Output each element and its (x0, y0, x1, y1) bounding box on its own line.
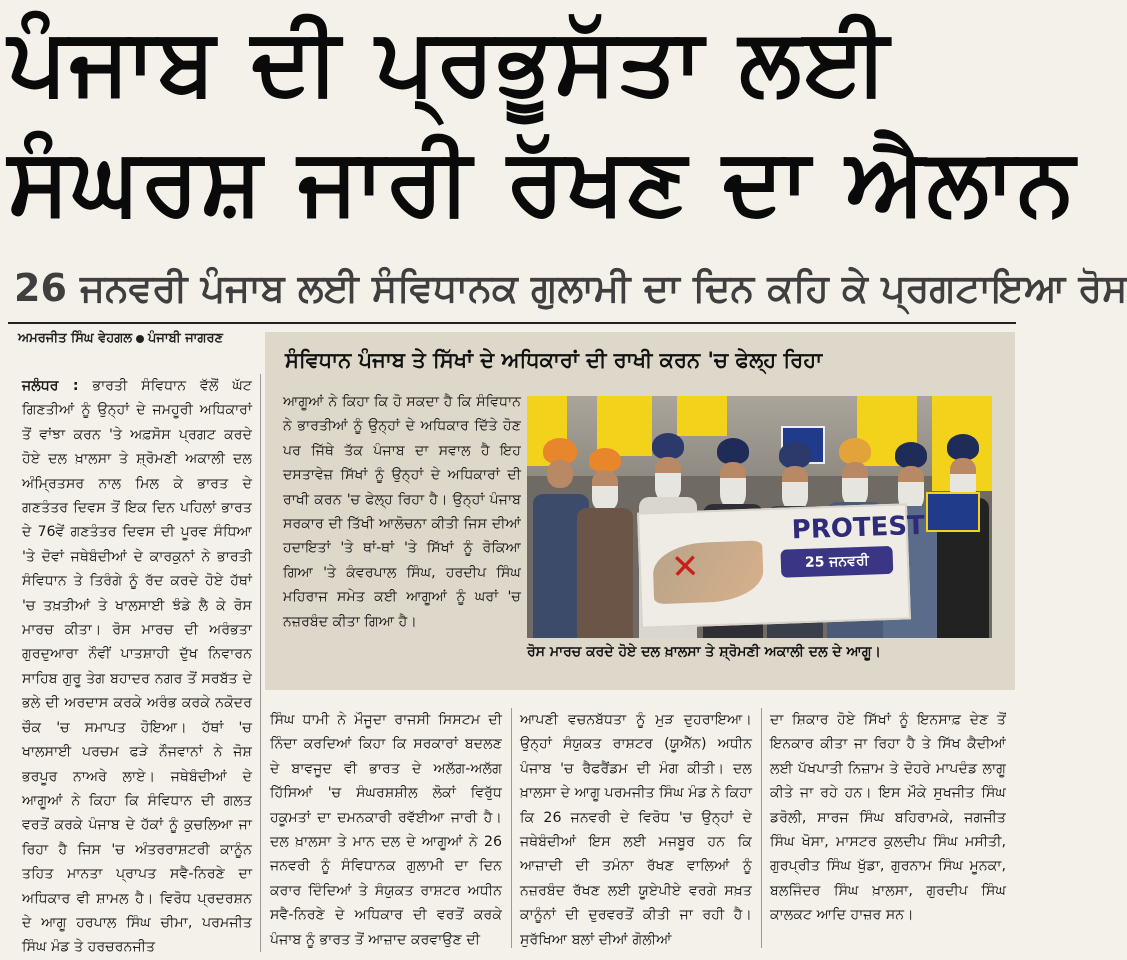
headline-line-2: ਸੰਘਰਸ਼ ਜਾਰੀ ਰੱਖਣ ਦਾ ਐਲਾਨ (8, 128, 1077, 235)
column-divider (260, 374, 261, 952)
article-column-4: ਦਾ ਸ਼ਿਕਾਰ ਹੋਏ ਸਿੱਖਾਂ ਨੂੰ ਇਨਸਾਫ਼ ਦੇਣ ਤੋਂ ਇਨਕਾਰ ਕੀਤਾ ਜਾ ਰਿਹਾ ਹੈ ਤੇ ਸਿੱਖ ਕੈਦੀਆਂ ਲਈ ਪੱਖਪਾਤੀ ਨਿਜ਼ਾਮ ਤੇ ਦੋਹਰੇ ਮਾਪਦੰਡ ਲਾਗੂ ਕੀਤੇ ਜਾ ਰਹੇ ਹਨ। ਇਸ ਮੌਕੇ ਸੁਖਜੀਤ ਸਿੰਘ ਡਰੋਲੀ, ਸਾਰਜ ਸਿੰਘ ਬਹਿਰਾਮਕੇ, ਜਗਜੀਤ ਸਿੰਘ ਖੋਸਾ, ਮਾਸਟਰ ਕੁਲਦੀਪ ਸਿੰਘ ਮਸੀਤੀ, ਗੁਰਪ੍ਰੀਤ ਸਿੰਘ ਖੁੱਡਾ, ਗੁਰਨਾਮ ਸਿੰਘ ਮੂਨਕਾ, ਬਲਜਿੰਦਰ ਸਿੰਘ ਖ਼ਾਲਸਾ, ਗੁਰਦੀਪ ਸਿੰਘ ਕਾਲਕਟ ਆਦਿ ਹਾਜ਼ਰ ਸਨ। (770, 712, 1006, 924)
placard (926, 492, 980, 532)
article-column-1 (22, 374, 252, 956)
protest-photo (527, 396, 992, 638)
protester (937, 434, 989, 638)
byline-publication: ਪੰਜਾਬੀ ਜਾਗਰਣ (148, 331, 223, 346)
column-divider (761, 708, 762, 948)
cross-icon: ✕ (670, 546, 701, 588)
subheadline: 26 ਜਨਵਰੀ ਪੰਜਾਬ ਲਈ ਸੰਵਿਧਾਨਕ ਗੁਲਾਮੀ ਦਾ ਦਿਨ ਕਹਿ ਕੇ ਪ੍ਰਗਟਾਇਆ ਰੋਸ (14, 266, 1127, 310)
banner-subtitle: 25 ਜਨਵਰੀ (780, 546, 893, 578)
photo-caption: ਰੋਸ ਮਾਰਚ ਕਰਦੇ ਹੋਏ ਦਲ ਖ਼ਾਲਸਾ ਤੇ ਸ਼੍ਰੋਮਣੀ ਅਕਾਲੀ ਦਲ ਦੇ ਆਗੂ। (527, 644, 881, 660)
sidebar-box (265, 332, 1015, 690)
article-column-3: ਆਪਣੀ ਵਚਨਬੱਧਤਾ ਨੂੰ ਮੁੜ ਦੁਹਰਾਇਆ। ਉਨ੍ਹਾਂ ਸੰਯੁਕਤ ਰਾਸ਼ਟਰ (ਯੂਐੱਨ) ਅਧੀਨ ਪੰਜਾਬ 'ਚ ਰੈਫਰੈਂਡਮ ਦੀ ਮੰਗ ਕੀਤੀ। ਦਲ ਖ਼ਾਲਸਾ ਦੇ ਆਗੂ ਪਰਮਜੀਤ ਸਿੰਘ ਮੰਡ ਨੇ ਕਿਹਾ ਕਿ 26 ਜਨਵਰੀ ਦੇ ਵਿਰੋਧ 'ਚ ਉਨ੍ਹਾਂ ਦੇ ਜਥੇਬੰਦੀਆਂ ਇਸ ਲਈ ਮਜਬੂਰ ਹਨ ਕਿ ਆਜ਼ਾਦੀ ਦੀ ਤਮੰਨਾ ਰੱਖਣ ਵਾਲਿਆਂ ਨੂੰ ਨਜ਼ਰਬੰਦ ਰੱਖਣ ਲਈ ਯੂਏਪੀਏ ਵਰਗੇ ਸਖ਼ਤ ਕਾਨੂੰਨਾਂ ਦੀ ਦੁਰਵਰਤੋਂ ਕੀਤੀ ਜਾ ਰਹੀ ਹੈ। ਸੁਰੱਖਿਆ ਬਲਾਂ ਦੀਆਂ ਗੋਲੀਆਂ (520, 712, 752, 948)
divider (8, 322, 1016, 324)
headline-line-1: ਪੰਜਾਬ ਦੀ ਪ੍ਰਭੂਸੱਤਾ ਲਈ (8, 8, 891, 115)
column-divider (511, 708, 512, 948)
byline (18, 331, 223, 346)
bullet-icon (136, 335, 144, 343)
article-column-2: ਸਿੰਘ ਧਾਮੀ ਨੇ ਮੌਜੂਦਾ ਰਾਜਸੀ ਸਿਸਟਮ ਦੀ ਨਿੰਦਾ ਕਰਦਿਆਂ ਕਿਹਾ ਕਿ ਸਰਕਾਰਾਂ ਬਦਲਣ ਦੇ ਬਾਵਜੂਦ ਵੀ ਭਾਰਤ ਦੇ ਅਲੱਗ-ਅਲੱਗ ਹਿੱਸਿਆਂ 'ਚ ਸੰਘਰਸ਼ਸ਼ੀਲ ਲੋਕਾਂ ਵਿਰੁੱਧ ਹਕੂਮਤਾਂ ਦਾ ਦਮਨਕਾਰੀ ਰਵੱਈਆ ਜਾਰੀ ਹੈ। ਦਲ ਖ਼ਾਲਸਾ ਤੇ ਮਾਨ ਦਲ ਦੇ ਆਗੂਆਂ ਨੇ 26 ਜਨਵਰੀ ਨੂੰ ਸੰਵਿਧਾਨਕ ਗੁਲਾਮੀ ਦਾ ਦਿਨ ਕਰਾਰ ਦਿੰਦਿਆਂ ਤੇ ਸੰਯੁਕਤ ਰਾਸ਼ਟਰ ਅਧੀਨ ਸਵੈ-ਨਿਰਣੇ ਦੇ ਅਧਿਕਾਰ ਦੀ ਵਰਤੋਂ ਕਰਕੇ ਪੰਜਾਬ ਨੂੰ ਭਾਰਤ ਤੋਂ ਆਜ਼ਾਦ ਕਰਵਾਉਣ ਦੀ (270, 712, 502, 948)
protest-banner (637, 503, 926, 628)
article-column-1-text: ਭਾਰਤੀ ਸੰਵਿਧਾਨ ਵੱਲੋਂ ਘੱਟ ਗਿਣਤੀਆਂ ਨੂੰ ਉਨ੍ਹਾਂ ਦੇ ਜਮਹੂਰੀ ਅਧਿਕਾਰਾਂ ਤੋਂ ਵਾਂਝਾ ਕਰਨ 'ਤੇ ਅਫ਼ਸੋਸ ਪ੍ਰਗਟ ਕਰਦੇ ਹੋਏ ਦਲ ਖ਼ਾਲਸਾ ਤੇ ਸ਼੍ਰੋਮਣੀ ਅਕਾਲੀ ਦਲ ਅੰਮ੍ਰਿਤਸਰ ਨਾਲ ਮਿਲ ਕੇ ਭਾਰਤ ਦੇ ਗਣਤੰਤਰ ਦਿਵਸ ਤੋਂ ਇਕ ਦਿਨ ਪਹਿਲਾਂ ਭਾਰਤ ਦੇ 76ਵੇਂ ਗਣਤੰਤਰ ਦਿਵਸ ਦੀ ਪੂਰਵ ਸੰਧਿਆ 'ਤੇ ਦੋਵਾਂ ਜਥੇਬੰਦੀਆਂ ਦੇ ਕਾਰਕੁਨਾਂ ਨੇ ਭਾਰਤੀ ਸੰਵਿਧਾਨ ਤੇ ਤਿਰੰਗੇ ਨੂੰ ਰੱਦ ਕਰਦੇ ਹੋਏ ਹੱਥਾਂ 'ਚ ਤਖ਼ਤੀਆਂ ਤੇ ਖਾਲਸਾਈ ਝੰਡੇ ਲੈ ਕੇ ਰੋਸ ਮਾਰਚ ਕੀਤਾ। ਰੋਸ ਮਾਰਚ ਦੀ ਅਰੰਭਤਾ ਗੁਰਦੁਆਰਾ ਨੌਵੀਂ ਪਾਤਸ਼ਾਹੀ ਦੁੱਖ ਨਿਵਾਰਨ ਸਾਹਿਬ ਗੁਰੂ ਤੇਗ ਬਹਾਦਰ ਨਗਰ ਤੋਂ ਸਰਬੱਤ ਦੇ ਭਲੇ ਦੀ ਅਰਦਾਸ ਕਰਕੇ ਅਰੰਭ ਕਰਕੇ ਨਕੋਦਰ ਚੌਕ 'ਚ ਸਮਾਪਤ ਹੋਇਆ। ਹੱਥਾਂ 'ਚ ਖਾਲਸਾਈ ਪਰਚਮ ਫੜੇ ਨੌਜਵਾਨਾਂ ਨੇ ਜੋਸ਼ ਭਰਪੂਰ ਨਾਅਰੇ ਲਾਏ। ਜਥੇਬੰਦੀਆਂ ਦੇ ਆਗੂਆਂ ਨੇ ਕਿਹਾ ਕਿ ਸੰਵਿਧਾਨ ਦੀ ਗਲਤ ਵਰਤੋਂ ਕਰਕੇ ਪੰਜਾਬ ਦੇ ਹੱਕਾਂ ਨੂੰ ਕੁਚਲਿਆ ਜਾ ਰਿਹਾ ਹੈ ਜਿਸ 'ਚ ਅੰਤਰਰਾਸ਼ਟਰੀ ਕਾਨੂੰਨ ਤਹਿਤ ਮਾਨਤਾ ਪ੍ਰਾਪਤ ਸਵੈ-ਨਿਰਣੇ ਦਾ ਅਧਿਕਾਰ ਵੀ ਸ਼ਾਮਲ ਹੈ। ਵਿਰੋਧ ਪ੍ਰਦਰਸ਼ਨ ਦੇ ਆਗੂ ਹਰਪਾਲ ਸਿੰਘ ਚੀਮਾ, ਪਰਮਜੀਤ ਸਿੰਘ ਮੰਡ ਤੇ ਹਰਚਰਨਜੀਤ (22, 378, 252, 956)
banner-title: PROTEST (791, 510, 926, 546)
byline-author: ਅਮਰਜੀਤ ਸਿੰਘ ਵੇਹਗਲ (18, 331, 133, 346)
box-text: ਆਗੂਆਂ ਨੇ ਕਿਹਾ ਕਿ ਹੋ ਸਕਦਾ ਹੈ ਕਿ ਸੰਵਿਧਾਨ ਨੇ ਭਾਰਤੀਆਂ ਨੂੰ ਉਨ੍ਹਾਂ ਦੇ ਅਧਿਕਾਰ ਦਿੱਤੇ ਹੋਣ ਪਰ ਜਿੱਥੇ ਤੱਕ ਪੰਜਾਬ ਦਾ ਸਵਾਲ ਹੈ ਇਹ ਦਸਤਾਵੇਜ਼ ਸਿੱਖਾਂ ਨੂੰ ਉਨ੍ਹਾਂ ਦੇ ਅਧਿਕਾਰਾਂ ਦੀ ਰਾਖੀ ਕਰਨ 'ਚ ਫੇਲ੍ਹ ਰਿਹਾ ਹੈ। ਉਨ੍ਹਾਂ ਪੰਜਾਬ ਸਰਕਾਰ ਦੀ ਤਿੱਖੀ ਆਲੋਚਨਾ ਕੀਤੀ ਜਿਸ ਦੀਆਂ ਹਦਾਇਤਾਂ 'ਤੇ ਥਾਂ-ਥਾਂ 'ਤੇ ਸਿੱਖਾਂ ਨੂੰ ਰੋਕਿਆ ਗਿਆ 'ਤੇ ਕੰਵਰਪਾਲ ਸਿੰਘ, ਹਰਦੀਪ ਸਿੰਘ ਮਹਿਰਾਜ ਸਮੇਤ ਕਈ ਆਗੂਆਂ ਨੂੰ ਘਰਾਂ 'ਚ ਨਜ਼ਰਬੰਦ ਕੀਤਾ ਗਿਆ ਹੈ। (283, 394, 521, 630)
flag (677, 396, 727, 436)
dateline: ਜਲੰਧਰ : (22, 378, 79, 394)
banner-artwork (652, 540, 764, 604)
protester (575, 448, 635, 638)
box-heading: ਸੰਵਿਧਾਨ ਪੰਜਾਬ ਤੇ ਸਿੱਖਾਂ ਦੇ ਅਧਿਕਾਰਾਂ ਦੀ ਰਾਖੀ ਕਰਨ 'ਚ ਫੇਲ੍ਹ ਰਿਹਾ (285, 348, 823, 372)
